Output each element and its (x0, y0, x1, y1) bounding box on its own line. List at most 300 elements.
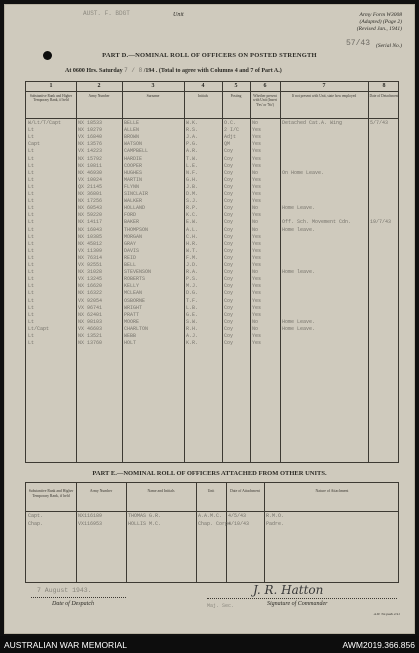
table-row (26, 184, 398, 191)
table-cell: Yes (252, 290, 262, 297)
despatch-label: Date of Despatch (52, 601, 94, 607)
table-cell: T.F. (186, 297, 199, 304)
archive-institution: AUSTRALIAN WAR MEMORIAL (4, 640, 127, 650)
column-number: 8 (382, 83, 386, 89)
table-cell: G.E. (186, 311, 199, 318)
date-prefix: At 0600 Hrs. Saturday (65, 68, 123, 74)
table-row (26, 120, 398, 127)
table-cell: WATSON (124, 141, 143, 148)
column-header: Nature of Attachment (315, 489, 349, 493)
table-row (26, 298, 398, 305)
form-sheet (4, 4, 415, 634)
table-cell: VX 46603 (78, 325, 103, 332)
table-cell: Coy (224, 226, 234, 233)
signature-rank: Maj. Sec. (207, 603, 235, 609)
table-cell: Lt (28, 205, 35, 212)
table-row (26, 156, 398, 163)
table-cell: BAKER (124, 219, 140, 226)
despatch-date-value: 7 August 1943. (37, 587, 92, 594)
column-header: Substantive Rank and Higher Temporary Rank, if held (29, 94, 73, 103)
table-cell: Adjt (224, 134, 237, 141)
table-cell: Yes (252, 155, 262, 162)
table-cell: Padre. (266, 521, 285, 527)
table-cell: Coy (224, 205, 234, 212)
table-cell: Off. Sch. Movement Cdn. (282, 219, 352, 226)
column-header: Name and Initials (147, 489, 175, 493)
table-cell: No (252, 269, 259, 276)
table-cell: T.W. (186, 155, 199, 162)
table-cell: MOORE (124, 318, 140, 325)
column-number: 2 (97, 83, 101, 89)
table-cell: Lt (28, 276, 35, 283)
table-row (26, 127, 398, 134)
table-cell: Capt. (28, 513, 44, 519)
column-header: Unit (207, 489, 215, 493)
table-cell: Yes (252, 183, 262, 190)
table-cell: Yes (252, 262, 262, 268)
table-row (26, 227, 398, 234)
table-cell: K.C. (186, 212, 199, 219)
table-cell: 4/5/43 (228, 513, 247, 519)
table-cell: Yes (252, 297, 262, 304)
table-cell: Coy (224, 283, 234, 290)
table-cell: Chap. Corps (198, 521, 232, 527)
table-cell: Coy (224, 155, 234, 162)
table-row (26, 198, 398, 205)
table-cell: H.R. (186, 240, 199, 247)
table-cell: NX 13521 (78, 333, 103, 339)
table-cell: Lt/Capt (28, 325, 50, 332)
table-cell: NX116189 (78, 513, 103, 519)
table-cell: BELLE (124, 120, 140, 126)
column-number: 6 (263, 83, 267, 89)
table-row (26, 234, 398, 241)
table-cell: Lt (28, 148, 35, 155)
table-cell: Coy (224, 297, 234, 304)
table-cell: W.T. (186, 247, 199, 254)
table-cell: Lt (28, 262, 35, 268)
header-divider (26, 511, 398, 512)
table-cell: NX 14117 (78, 219, 103, 226)
table-cell: Coy (224, 262, 234, 268)
table-cell: Coy (224, 148, 234, 155)
table-cell: NX 16043 (78, 226, 103, 233)
table-cell: NX 60543 (78, 205, 103, 212)
table-cell: QX 21145 (78, 183, 103, 190)
table-row (26, 255, 398, 262)
table-cell: QM (224, 141, 231, 148)
table-cell: Coy (224, 233, 234, 240)
table-cell: Lt (28, 283, 35, 290)
table-cell: ROBERTS (124, 276, 146, 283)
date-value: 7 / 8 (124, 67, 143, 74)
table-cell: Yes (252, 198, 262, 205)
table-cell: HARDIE (124, 155, 143, 162)
table-cell: 4/10/43 (228, 521, 250, 527)
table-cell: Coy (224, 318, 234, 325)
table-row (26, 276, 398, 283)
table-cell: Lt (28, 254, 35, 261)
form-id-line: (Revised Jan., 1941) (356, 26, 402, 32)
table-row (26, 513, 398, 521)
table-cell: NX 36801 (78, 191, 103, 197)
table-cell: Yes (252, 283, 262, 290)
serial-number-value: 57/43 (345, 39, 370, 48)
table-row (26, 134, 398, 141)
table-cell: SINCLAIR (124, 191, 149, 197)
table-cell: VX 13245 (78, 276, 103, 283)
table-cell: NX 59220 (78, 212, 103, 219)
table-cell: VX116953 (78, 521, 103, 527)
table-row (26, 219, 398, 226)
table-cell: Lt (28, 183, 35, 190)
table-cell: Yes (252, 162, 262, 169)
table-cell: L.B. (186, 304, 199, 311)
column-header: Initials (198, 94, 208, 98)
table-cell: NX 16620 (78, 283, 103, 290)
table-row (26, 326, 398, 333)
table-cell: Lt (28, 226, 35, 233)
table-cell: NX 16322 (78, 290, 103, 297)
table-row (26, 177, 398, 184)
table-cell: NX 10811 (78, 162, 103, 169)
table-cell: W/Lt/T/Capt (28, 120, 62, 126)
column-divider (196, 483, 197, 582)
table-cell: Home leave. (282, 269, 316, 276)
table-cell: CHARLTON (124, 325, 149, 332)
table-cell: Detached Cat.A. Wing (282, 120, 343, 126)
column-divider (76, 483, 77, 582)
table-cell: Yes (252, 304, 262, 311)
table-cell: R.S. (186, 127, 199, 134)
table-cell: J.B. (186, 183, 199, 190)
column-divider (264, 483, 265, 582)
table-cell: Lt (28, 304, 35, 311)
header-divider (26, 118, 398, 119)
table-cell: 19/7/43 (370, 219, 392, 226)
column-divider (126, 483, 127, 582)
table-cell: HOLLIS M.C. (128, 521, 162, 527)
table-cell: Lt (28, 240, 35, 247)
column-number: 1 (49, 83, 53, 89)
table-cell: WEBB (124, 333, 137, 339)
table-cell: Yes (252, 176, 262, 183)
table-cell: D.G. (186, 290, 199, 297)
unit-name: AUST. F. BDGT (83, 10, 130, 17)
table-cell: Coy (224, 176, 234, 183)
date-line (65, 67, 282, 74)
table-row (26, 191, 398, 198)
table-cell: Lt (28, 198, 35, 205)
table-cell: Yes (252, 148, 262, 155)
table-cell: KELLY (124, 283, 140, 290)
table-cell: A.A.M.C. (198, 513, 223, 519)
column-header: Substantive Rank and Higher Temporary Rank, if held (28, 489, 74, 498)
table-cell: NX 15792 (78, 155, 103, 162)
table-cell: ALLEN (124, 127, 140, 134)
table-cell: J.D. (186, 262, 199, 268)
table-cell: 5/7/43 (370, 120, 389, 126)
table-cell: E.W. (186, 219, 199, 226)
table-cell: P.G. (186, 141, 199, 148)
table-cell: Yes (252, 340, 262, 347)
table-cell: R.A. (186, 269, 199, 276)
table-cell: NX 13576 (78, 141, 103, 148)
table-row (26, 241, 398, 248)
column-header: Army Number (88, 94, 110, 98)
column-number: 7 (322, 83, 326, 89)
table-row (26, 212, 398, 219)
table-cell: Lt (28, 169, 35, 176)
printer-note: A.W. 3m pads 2/41 (373, 612, 400, 616)
table-cell: Yes (252, 276, 262, 283)
table-cell: No (252, 205, 259, 212)
table-cell: Coy (224, 276, 234, 283)
table-cell: Lt (28, 162, 35, 169)
signature-label: Signature of Commander (267, 601, 328, 607)
table-cell: Coy (224, 247, 234, 254)
table-cell: Yes (252, 191, 262, 197)
table-cell: 2 I/C (224, 127, 240, 134)
table-row (26, 521, 398, 529)
table-cell: VX 14223 (78, 148, 103, 155)
table-cell: Yes (252, 240, 262, 247)
table-cell: MORGAN (124, 233, 143, 240)
table-cell: VX 92551 (78, 262, 103, 268)
table-cell: WRIGHT (124, 304, 143, 311)
column-number: 5 (234, 83, 238, 89)
table-row (26, 170, 398, 177)
table-cell: W.K. (186, 120, 199, 126)
table-cell: Coy (224, 340, 234, 347)
column-header: Posting (230, 94, 242, 98)
table-cell: VX 11309 (78, 247, 103, 254)
table-cell: Lt (28, 247, 35, 254)
table-cell: Coy (224, 219, 234, 226)
table-cell: Coy (224, 240, 234, 247)
table-cell: Coy (224, 269, 234, 276)
table-cell: S.J. (186, 198, 199, 205)
table-cell: Yes (252, 233, 262, 240)
archive-accession: AWM2019.366.856 (342, 640, 415, 650)
table-cell: Coy (224, 333, 234, 339)
table-cell: Yes (252, 127, 262, 134)
table-cell: Home Leave. (282, 325, 316, 332)
table-cell: D.M. (186, 191, 199, 197)
table-cell: Home Leave. (282, 318, 316, 325)
table-row (26, 248, 398, 255)
table-row (26, 290, 398, 297)
table-cell: Lt (28, 340, 35, 347)
table-cell: Yes (252, 212, 262, 219)
table-row (26, 148, 398, 155)
serial-number-label: (Serial No.) (376, 43, 402, 49)
table-cell: O.C. (224, 120, 237, 126)
table-cell: BELL (124, 262, 137, 268)
table-cell: M.J. (186, 283, 199, 290)
table-cell: On Home Leave. (282, 169, 325, 176)
column-header: Date of Attachment (230, 489, 260, 493)
table-row (26, 319, 398, 326)
table-cell: L.E. (186, 162, 199, 169)
table-cell: VX 92054 (78, 297, 103, 304)
table-cell: COOPER (124, 162, 143, 169)
table-cell: NX 10385 (78, 233, 103, 240)
table-cell: Lt (28, 297, 35, 304)
column-header: If not present with Unit, state how employed (291, 94, 357, 98)
table-cell: NX 17256 (78, 198, 103, 205)
table-cell: NX 62401 (78, 311, 103, 318)
table-cell: NX 13760 (78, 340, 103, 347)
table-cell: Coy (224, 162, 234, 169)
part-e-title: PART E.—NOMINAL ROLL OF OFFICERS ATTACHED FROM OTHER UNITS. (92, 470, 327, 477)
table-cell: Lt (28, 290, 35, 297)
table-cell: C.H. (186, 233, 199, 240)
table-row (26, 305, 398, 312)
despatch-line (31, 597, 126, 598)
table-cell: HUGHES (124, 169, 143, 176)
table-cell: No (252, 169, 259, 176)
table-cell: NX 46930 (78, 169, 103, 176)
table-cell: Lt (28, 311, 35, 318)
header-divider (26, 91, 398, 92)
table-cell: Yes (252, 247, 262, 254)
table-cell: Chap. (28, 521, 44, 527)
table-cell: Coy (224, 290, 234, 297)
table-cell: Yes (252, 134, 262, 141)
table-cell: Lt (28, 134, 35, 141)
table-cell: MARTIN (124, 176, 143, 183)
table-cell: CAMPBELL (124, 148, 149, 155)
form-id-line: Army Form W3008 (359, 12, 402, 18)
column-header: Whether present with Unit (Insert 'Yes' or 'No') (253, 94, 277, 107)
table-cell: BROWN (124, 134, 140, 141)
table-cell: A.R. (186, 148, 199, 155)
column-header: Date of Detachment (369, 94, 399, 98)
table-row (26, 333, 398, 340)
table-cell: No (252, 226, 259, 233)
table-cell: Coy (224, 212, 234, 219)
table-cell: No (252, 120, 259, 126)
table-cell: NX 10279 (78, 127, 103, 134)
table-cell: K.R. (186, 340, 199, 347)
table-cell: R.M.O. (266, 513, 285, 519)
form-id-line: (Adapted) (Page 2) (359, 19, 402, 25)
table-cell: No (252, 325, 259, 332)
table-cell: VX 16840 (78, 134, 103, 141)
table-cell: R.P. (186, 205, 199, 212)
commander-signature: J. R. Hatton (253, 583, 324, 597)
table-cell: FORD (124, 212, 137, 219)
table-cell: No (252, 219, 259, 226)
column-header: Army Number (89, 489, 113, 493)
table-cell: THOMPSON (124, 226, 149, 233)
form-identifier (312, 12, 402, 33)
table-cell: Lt (28, 127, 35, 134)
table-row (26, 269, 398, 276)
table-cell: J.A. (186, 134, 199, 141)
table-cell: Coy (224, 183, 234, 190)
table-cell: R.H. (186, 325, 199, 332)
table-cell: NX 18533 (78, 120, 103, 126)
table-cell: DAVIS (124, 247, 140, 254)
table-cell: Lt (28, 219, 35, 226)
table-cell: Lt (28, 318, 35, 325)
table-cell: HOLT (124, 340, 137, 347)
column-header: Surname (146, 94, 160, 98)
table-cell: NX 45812 (78, 240, 103, 247)
table-row (26, 283, 398, 290)
table-cell: FLYNN (124, 183, 140, 190)
table-row (26, 205, 398, 212)
table-cell: Coy (224, 198, 234, 205)
table-cell: P.S. (186, 276, 199, 283)
table-cell: NX 98103 (78, 318, 103, 325)
table-cell: GRAY (124, 240, 137, 247)
table-cell: A.J. (186, 333, 199, 339)
table-cell: REID (124, 254, 137, 261)
unit-label: Unit (173, 12, 184, 18)
table-row (26, 262, 398, 269)
table-cell: WALKER (124, 198, 143, 205)
table-cell: NX 31028 (78, 269, 103, 276)
table-cell: OSBORNE (124, 297, 146, 304)
table-cell: MCLEAN (124, 290, 143, 297)
date-suffix: /194 . (Total to agree with Columns 4 and 7 of Part A.) (143, 68, 282, 74)
table-row (26, 340, 398, 347)
table-cell: Yes (252, 141, 262, 148)
archive-caption-bar (0, 636, 419, 653)
table-cell: PRATT (124, 311, 140, 318)
table-cell: Lt (28, 233, 35, 240)
column-number: 3 (151, 83, 155, 89)
table-cell: NX 76314 (78, 254, 103, 261)
table-cell: Coy (224, 169, 234, 176)
table-cell: Home Leave. (282, 205, 316, 212)
table-cell: Yes (252, 254, 262, 261)
table-cell: HOLLAND (124, 205, 146, 212)
table-cell: Lt (28, 269, 35, 276)
table-cell: No (252, 318, 259, 325)
table-cell: STEVENSON (124, 269, 152, 276)
table-cell: Coy (224, 304, 234, 311)
table-cell: VX 96741 (78, 304, 103, 311)
table-cell: Coy (224, 325, 234, 332)
column-divider (226, 483, 227, 582)
signature-line (207, 598, 397, 599)
table-cell: G.H. (186, 176, 199, 183)
table-cell: THOMAS G.R. (128, 513, 162, 519)
table-cell: Yes (252, 333, 262, 339)
table-cell: VX 10024 (78, 176, 103, 183)
table-cell: Home leave. (282, 226, 316, 233)
table-cell: N.F. (186, 169, 199, 176)
part-e-table (25, 482, 399, 583)
table-row (26, 312, 398, 319)
table-cell: Yes (252, 311, 262, 318)
part-d-table (25, 81, 399, 463)
table-cell: Lt (28, 212, 35, 219)
table-cell: Lt (28, 191, 35, 197)
table-cell: Lt (28, 333, 35, 339)
table-cell: A.L. (186, 226, 199, 233)
table-cell: Coy (224, 311, 234, 318)
table-row (26, 141, 398, 148)
table-cell: Lt (28, 176, 35, 183)
table-cell: Lt (28, 155, 35, 162)
table-row (26, 163, 398, 170)
table-cell: F.M. (186, 254, 199, 261)
